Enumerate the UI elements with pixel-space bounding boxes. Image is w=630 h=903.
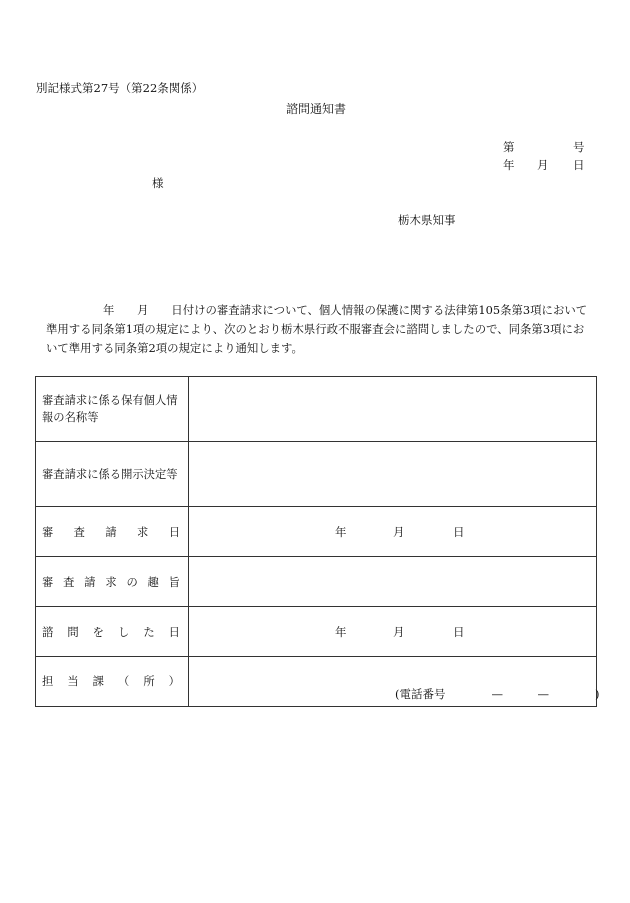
- row-value-request-purpose: [189, 557, 597, 607]
- date-month-label: 月: [393, 524, 405, 539]
- body-line-3: いて準用する同条第2項の規定により通知します。: [46, 341, 303, 355]
- label-char: 所: [143, 675, 155, 688]
- label-char: 当: [67, 675, 79, 688]
- date-day-label: 日: [453, 624, 465, 639]
- label-char: 求: [137, 525, 149, 539]
- label-char: た: [143, 625, 155, 639]
- label-char: 趣: [147, 575, 159, 589]
- row-value-consultation-date: [189, 607, 597, 657]
- label-char: 問: [67, 625, 79, 639]
- label-char: 求: [105, 575, 117, 589]
- label-char: 査: [73, 525, 85, 539]
- body-paragraph: [46, 301, 596, 358]
- label-char: 諮: [42, 625, 54, 639]
- row-value-disclosure-decision: [189, 442, 597, 507]
- phone-number-field: (電話番号 — — ): [395, 687, 600, 701]
- date-month-label: 月: [537, 158, 549, 172]
- table-row: [36, 507, 597, 557]
- info-table: [35, 376, 600, 707]
- label-char: 担: [42, 675, 54, 688]
- table-row: [36, 657, 597, 707]
- label-char: 請: [84, 575, 96, 589]
- row-value-request-date: [189, 507, 597, 557]
- table-row: [36, 607, 597, 657]
- label-char: し: [117, 625, 130, 639]
- label-char: （: [117, 675, 130, 688]
- label-char: を: [92, 625, 104, 639]
- date-day-label: 日: [453, 524, 465, 539]
- sender-name: 栃木県知事: [398, 213, 456, 227]
- row-label-spaced: [42, 624, 182, 640]
- table-row: [36, 557, 597, 607]
- label-char: 日: [168, 525, 180, 539]
- date-year-label: 年: [335, 624, 347, 639]
- label-char: ）: [168, 675, 180, 688]
- form-number: 別記様式第27号（第22条関係）: [36, 81, 204, 95]
- row-label-disclosure-decision: [36, 442, 189, 507]
- row-label-request-date: [36, 507, 189, 557]
- doc-number-prefix: 第: [503, 140, 515, 154]
- date-year-label: 年: [335, 524, 347, 539]
- doc-number-suffix: 号: [573, 140, 585, 154]
- label-char: 審: [42, 525, 54, 539]
- row-label-spaced: [42, 673, 182, 689]
- table-row: [36, 377, 597, 442]
- row-label-spaced: [42, 574, 182, 590]
- addressee-suffix: 様: [152, 176, 164, 190]
- date-year-label: 年: [503, 158, 515, 172]
- row-label-personal-info: [36, 377, 189, 442]
- body-line-2: 準用する同条第1項の規定により、次のとおり栃木県行政不服審査会に諮問しましたので、同条第3項にお: [46, 322, 585, 336]
- row-label-consultation-date: [36, 607, 189, 657]
- row-label-text: 審査請求に係る保有個人情報の名称等: [42, 394, 178, 424]
- label-char: 旨: [168, 575, 180, 589]
- row-value-department: [189, 657, 600, 707]
- date-month-label: 月: [393, 624, 405, 639]
- label-char: 課: [92, 675, 104, 688]
- label-char: 査: [63, 575, 75, 589]
- row-label-spaced: [42, 524, 182, 540]
- row-value-personal-info: [189, 377, 597, 442]
- row-label-text: 審査請求に係る開示決定等: [42, 467, 178, 481]
- label-char: 審: [42, 575, 54, 589]
- label-char: 日: [168, 625, 180, 639]
- row-label-department: [36, 657, 189, 707]
- label-char: の: [126, 575, 138, 589]
- body-line-1: 年 月 日付けの審査請求について、個人情報の保護に関する法律第105条第3項において: [46, 303, 588, 317]
- label-char: 請: [105, 525, 117, 539]
- table-row: [36, 442, 597, 507]
- row-label-request-purpose: [36, 557, 189, 607]
- date-day-label: 日: [573, 158, 585, 172]
- document-title: 諮問通知書: [286, 102, 347, 116]
